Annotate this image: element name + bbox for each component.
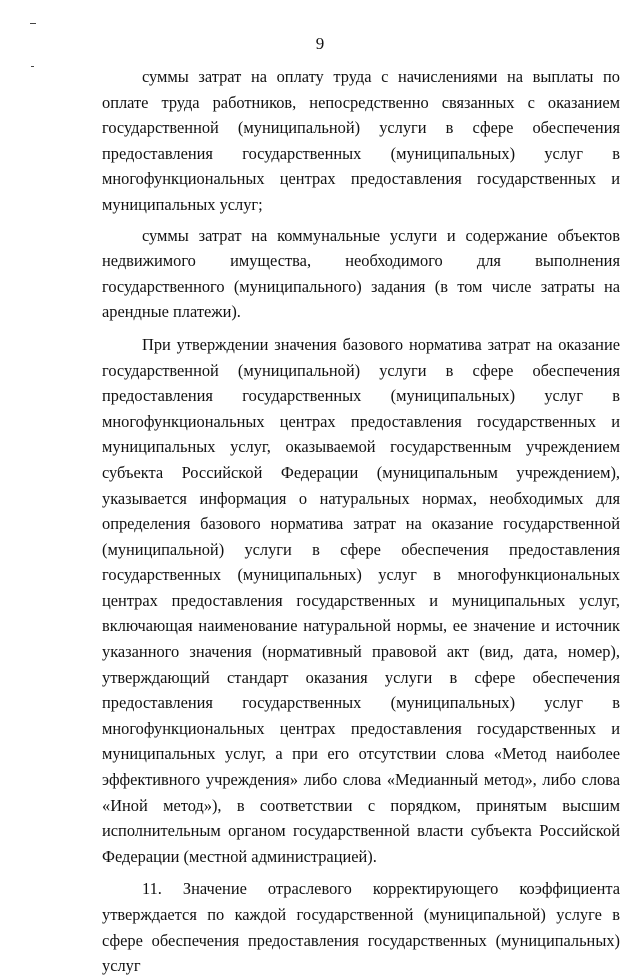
paragraph-item-11: 11. Значение отраслевого корректирующего коэффициента утверждается по каждой государственной (муниципальной) услуге в сфере обеспечения предоставления государственных (муниципальных) услуг	[102, 879, 620, 976]
scan-mark-top	[30, 23, 36, 24]
document-body	[102, 64, 620, 979]
paragraph-labor-costs: суммы затрат на оплату труда с начислениями на выплаты по оплате труда работников, непосредственно связанных с оказанием государственной (муниципальной) услуги в сфере обеспечения предоставления государственных (муниципальных) услуг в многофункциональных центрах предоставления государственных и муниципальных услуг;	[102, 67, 620, 214]
page-number: 9	[315, 34, 325, 53]
paragraph-base-norm: При утверждении значения базового норматива затрат на оказание государственной (муниципальной) услуги в сфере обеспечения предоставления государственных (муниципальных) услуг в многофункциональных центрах предоставления государственных и муниципальных услуг, оказываемой государственным учреждением субъекта Российской Федерации (муниципальным учреждением), указывается информация о натуральных нормах, необходимых для определения базового норматива затрат на оказание государственной (муниципальной) услуги в сфере обеспечения предоставления государственных (муниципальных) услуг в многофункциональных центрах предоставления государственных и муниципальных услуг, включающая наименование натуральной нормы, ее значение и источник указанного значения (нормативный правовой акт (вид, дата, номер), утверждающий стандарт оказания услуги в сфере обеспечения предоставления государственных (муниципальных) услуг в многофункциональных центрах предоставления государственных и муниципальных услуг, а при его отсутствии слова «Метод наиболее эффективного учреждения» либо слова «Медианный метод», либо слова «Иной метод»), в соответствии с порядком, принятым высшим исполнительным органом государственной власти субъекта Российской Федерации (местной администрацией).	[102, 334, 620, 866]
scan-mark-side	[31, 66, 34, 67]
paragraph-utility-costs: суммы затрат на коммунальные услуги и содержание объектов недвижимого имущества, необходимого для выполнения государственного (муниципального) задания (в том числе затраты на арендные платежи).	[102, 225, 620, 322]
